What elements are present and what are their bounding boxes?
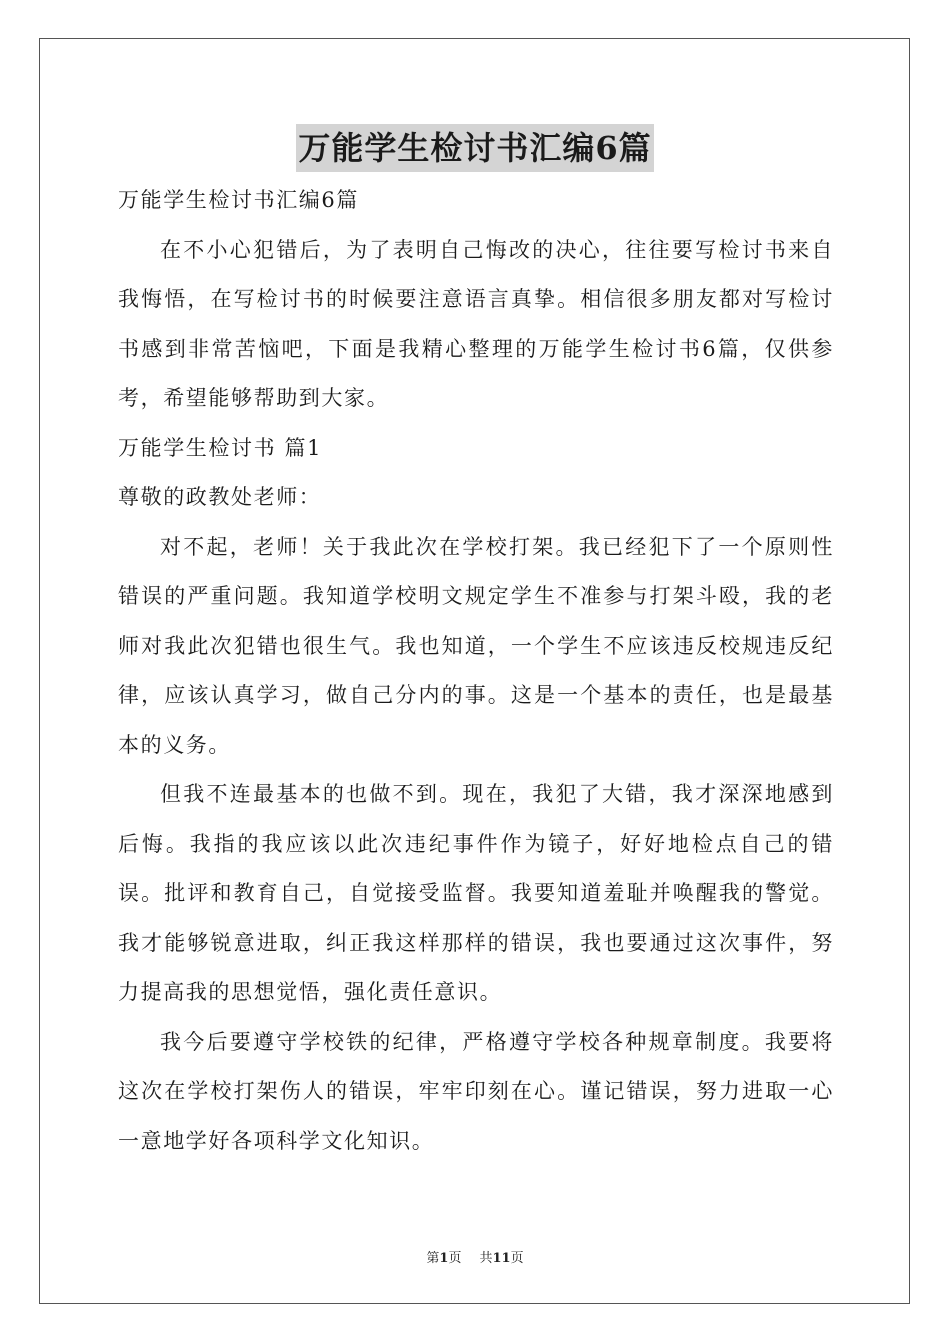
page-suffix: 页 [448, 1251, 462, 1266]
paragraph: 在不小心犯错后，为了表明自己悔改的决心，往往要写检讨书来自我悔悟，在写检讨书的时候要注意语言真挚。相信很多朋友都对写检讨书感到非常苦恼吧，下面是我精心整理的万能学生检讨书6篇，仅供参考，希望能够帮助到大家。 [118, 237, 834, 410]
paragraph: 万能学生检讨书汇编6篇 [118, 188, 359, 212]
document-title: 万能学生检讨书汇编6篇 [296, 124, 653, 172]
paragraph: 但我不连最基本的也做不到。现在，我犯了大错，我才深深地感到后悔。我指的我应该以此次违纪事件作为镜子，好好地检点自己的错误。批评和教育自己，自觉接受监督。我要知道羞耻并唤醒我的警觉。我才能够锐意进取，纠正我这样那样的错误，我也要通过这次事件，努力提高我的思想觉悟，强化责任意识。 [118, 782, 834, 1004]
document-body [118, 176, 834, 1166]
title-container [0, 124, 950, 172]
page-prefix: 第 [426, 1251, 440, 1266]
total-pages: 11 [492, 1251, 511, 1266]
paragraph: 我今后要遵守学校铁的纪律，严格遵守学校各种规章制度。我要将这次在学校打架伤人的错误，牢牢印刻在心。谨记错误，努力进取一心一意地学好各项科学文化知识。 [118, 1029, 834, 1153]
paragraph: 对不起，老师！关于我此次在学校打架。我已经犯下了一个原则性错误的严重问题。我知道学校明文规定学生不准参与打架斗殴，我的老师对我此次犯错也很生气。我也知道，一个学生不应该违反校规违反纪律，应该认真学习，做自己分内的事。这是一个基本的责任，也是最基本的义务。 [118, 534, 834, 757]
section-heading: 万能学生检讨书 篇1 [118, 435, 323, 460]
page-number: 1 [439, 1251, 449, 1266]
salutation: 尊敬的政教处老师： [118, 485, 322, 509]
total-prefix: 共 [479, 1251, 493, 1266]
page-footer [0, 1247, 950, 1266]
total-suffix: 页 [510, 1251, 524, 1266]
